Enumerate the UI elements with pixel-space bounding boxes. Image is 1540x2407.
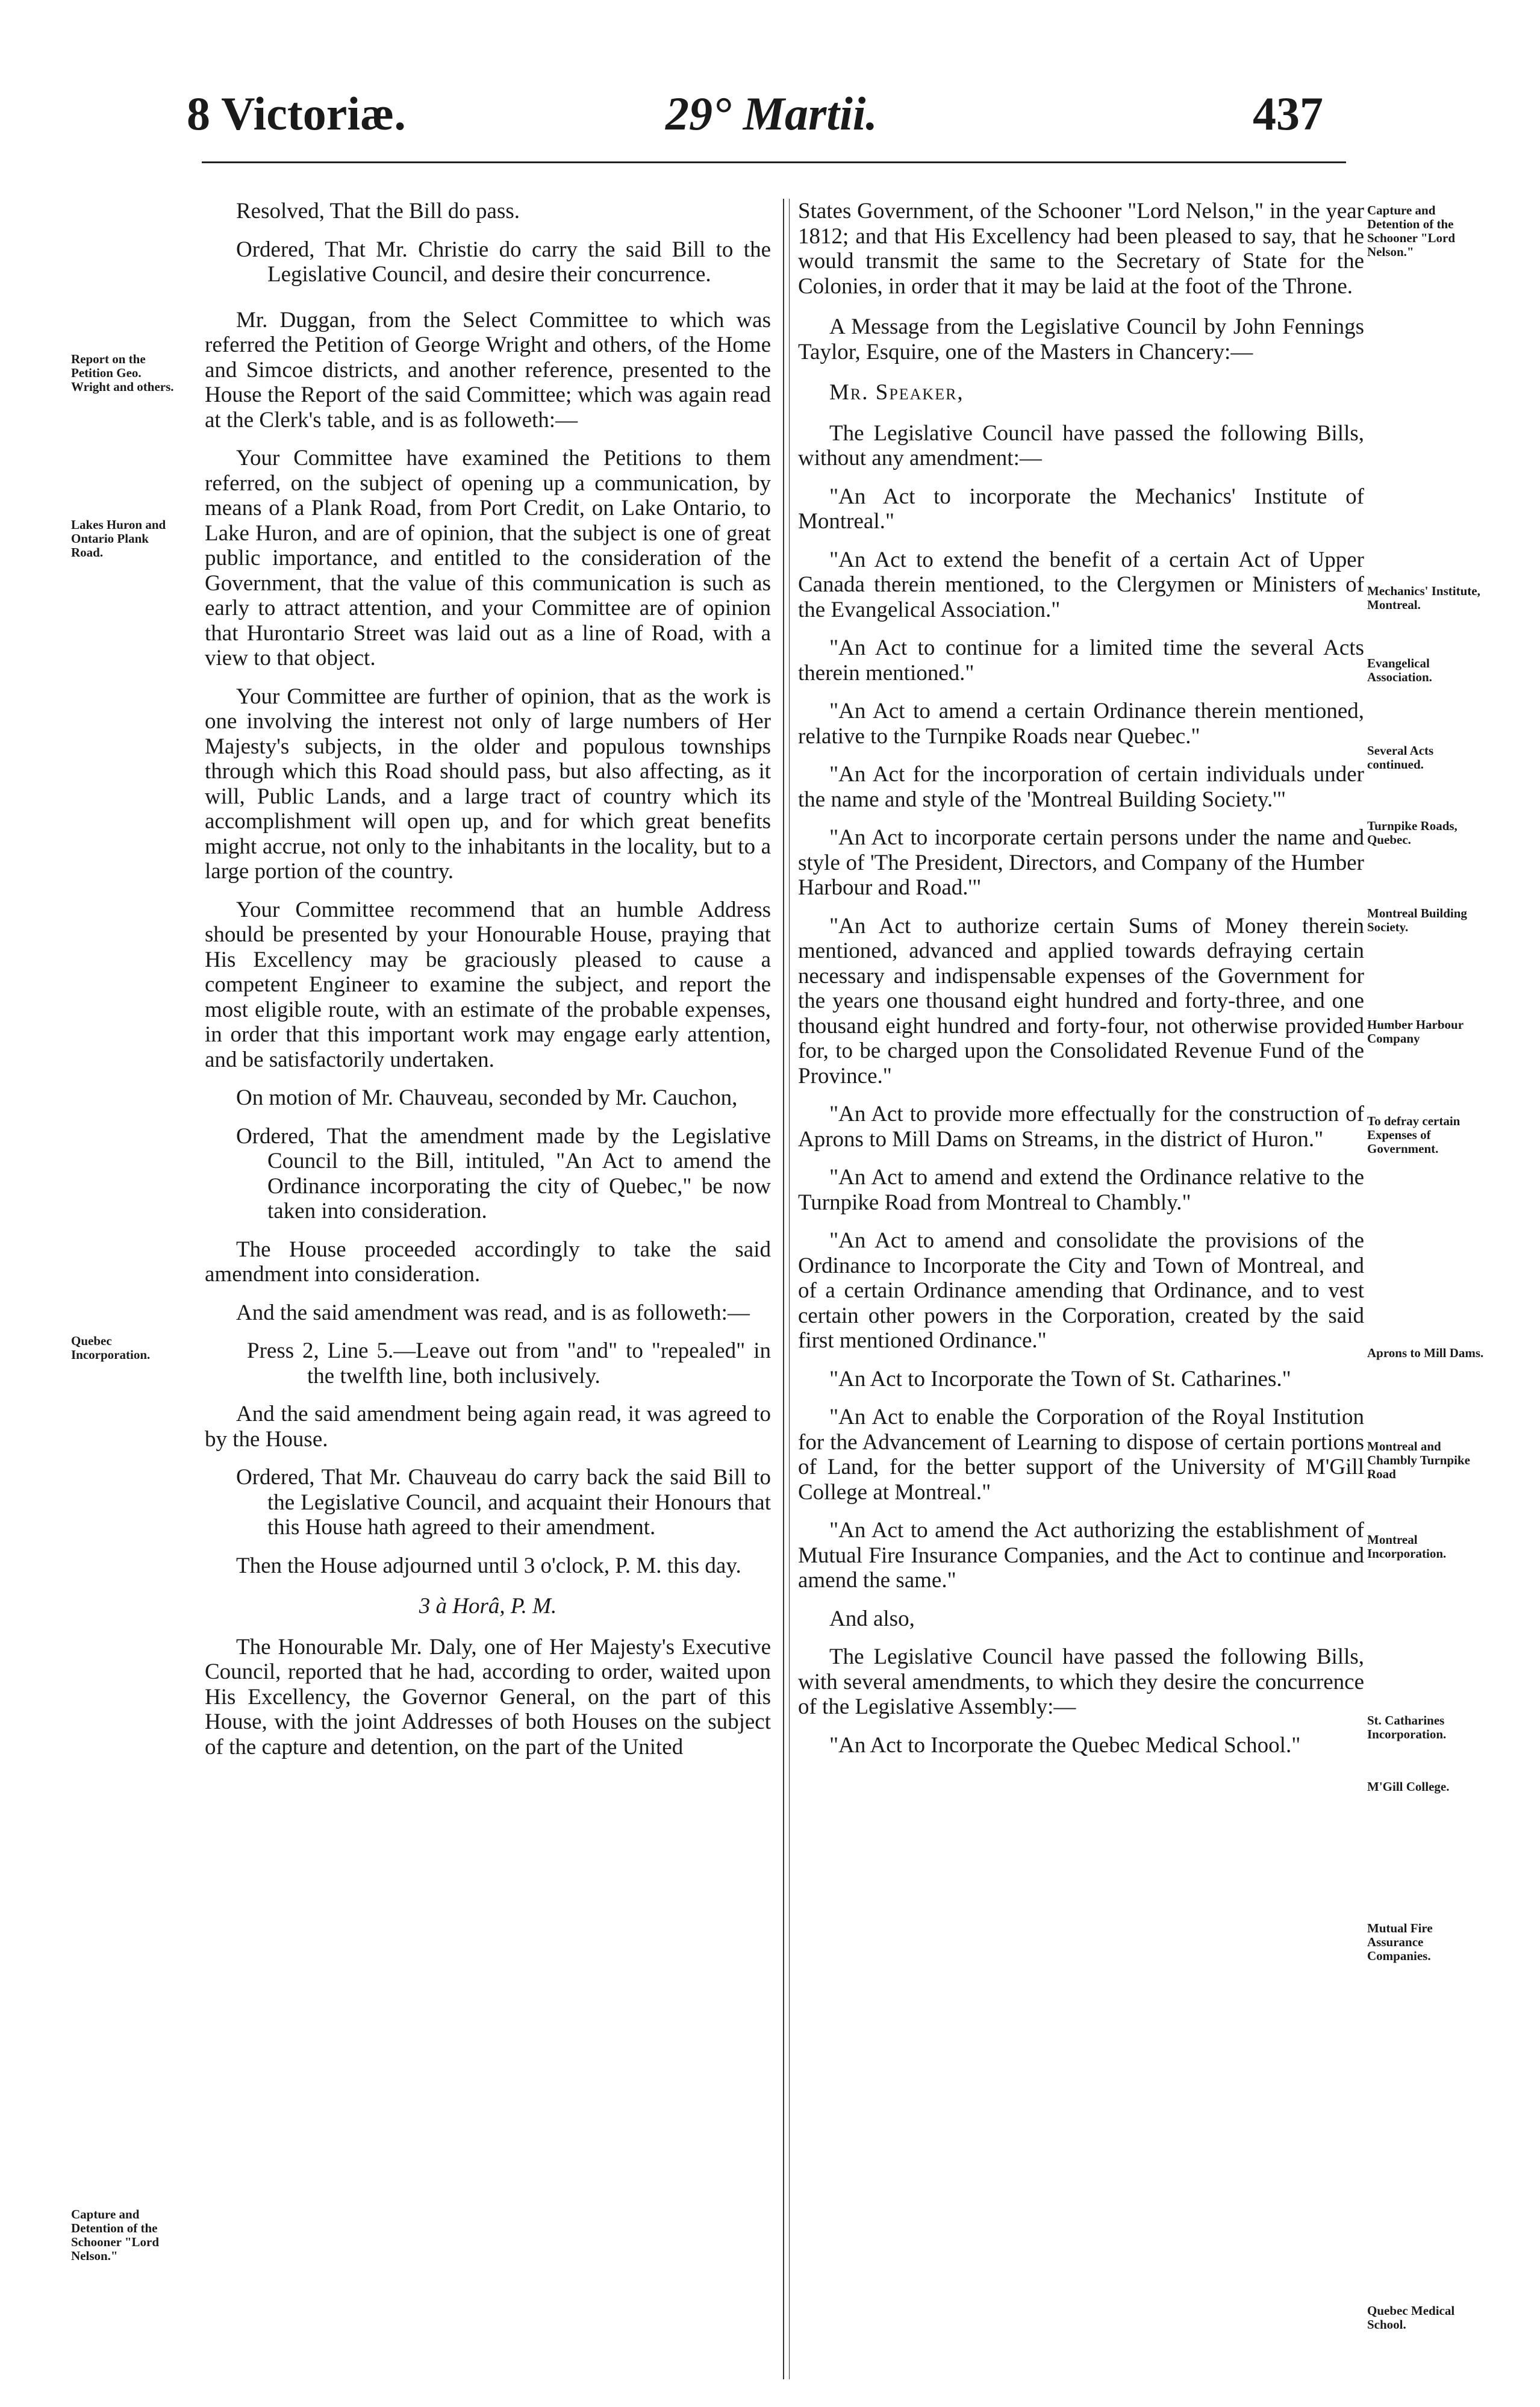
paragraph: The Honourable Mr. Daly, one of Her Majesty's Executive Council, reported that he had, according to order, waited upon His Excellency, the Governor General, on the part of this House, with the joint Addresses of both Houses on the subject of the capture and detention, on the part of the United — [205, 1634, 771, 1759]
paragraph: The Legislative Council have passed the following Bills, with several amendments, to which they desire the concurrence of the Legislative Assembly:— — [798, 1644, 1364, 1719]
bill-item: "An Act to continue for a limited time the several Acts therein mentioned." — [798, 635, 1364, 685]
bill-item: "An Act to amend the Act authorizing the establishment of Mutual Fire Insurance Companies, and the Act to continue and amend the same." — [798, 1518, 1364, 1593]
margin-note: Capture and Detention of the Schooner "Lord Nelson." — [71, 2207, 160, 2263]
paragraph: Then the House adjourned until 3 o'clock, P. M. this day. — [236, 1553, 741, 1578]
paragraph: On motion of Mr. Chauveau, seconded by Mr. Cauchon, — [236, 1085, 738, 1110]
bill-item: "An Act to amend a certain Ordinance therein mentioned, relative to the Turnpike Roads near Quebec." — [798, 699, 1364, 749]
header-rule — [202, 161, 1346, 163]
margin-note: To defray certain Expenses of Government. — [1367, 1114, 1461, 1156]
margin-note: Mechanics' Institute, Montreal. — [1367, 584, 1480, 612]
bill-item: "An Act to Incorporate the Quebec Medical School." — [829, 1732, 1301, 1758]
margin-note: Capture and Detention of the Schooner "Lord Nelson." — [1367, 203, 1456, 259]
margin-note: Montreal Incorporation. — [1367, 1532, 1447, 1561]
salutation: Mr. Speaker, — [829, 380, 964, 405]
paragraph: And also, — [829, 1606, 915, 1631]
bill-item: "An Act to enable the Corporation of the Royal Institution for the Advancement of Learning to dispose of certain portions of Land, for the better support of the University of M'Gill College at Montreal." — [798, 1405, 1364, 1505]
paragraph: States Government, of the Schooner "Lord Nelson," in the year 1812; and that His Excellency had been pleased to say, that he would transmit the same to the Secretary of State for the Colonies, in order that it may be laid at the foot of the Throne. — [798, 199, 1364, 299]
bill-item: "An Act to amend and extend the Ordinance relative to the Turnpike Road from Montreal to Chambly." — [798, 1165, 1364, 1215]
margin-note: Quebec Medical School. — [1367, 2303, 1455, 2332]
paragraph: Your Committee are further of opinion, that as the work is one involving the interest not only of large numbers of Her Majesty's subjects, in the older and populous townships through which this Road should pass, but also affecting, as it will, Public Lands, and a large tract of country which its accomplishment will open up, and for which great benefits might accrue, not only to the inhabitants in the locality, but to a large portion of the country. — [205, 684, 771, 884]
bill-item: "An Act to authorize certain Sums of Money therein mentioned, advanced and applied towards defraying certain necessary and indispensable expenses of the Government for the years one thousand eight hundred and forty-three, and one thousand eight hundred and forty-four, not otherwise provided for, to be charged upon the Consolidated Revenue Fund of the Province." — [798, 913, 1364, 1088]
paragraph: Your Committee have examined the Petitions to them referred, on the subject of opening up a communication, by means of a Plank Road, from Port Credit, on Lake Ontario, to Lake Huron, and are of opinion, that the subject is one of great public importance, and entitled to the consideration of the Government, that the value of this communication is such as early to attract attention, and your Committee are of opinion that Hurontario Street was laid out as a line of Road, with a view to that object. — [205, 446, 771, 670]
column-divider-secondary — [789, 199, 790, 2379]
column-divider — [783, 199, 784, 2379]
margin-note: Humber Harbour Company — [1367, 1017, 1464, 1046]
bill-item: "An Act to provide more effectually for the construction of Aprons to Mill Dams on Streams, in the district of Huron." — [798, 1102, 1364, 1152]
paragraph: Press 2, Line 5.—Leave out from "and" to "repealed" in the twelfth line, both inclusively. — [247, 1338, 771, 1388]
paragraph: Ordered, That Mr. Christie do carry the said Bill to the Legislative Council, and desire their concurrence. — [236, 237, 771, 287]
left-column — [205, 199, 771, 1759]
margin-note: Montreal Building Society. — [1367, 906, 1467, 934]
bill-item: "An Act to Incorporate the Town of St. Catharines." — [829, 1366, 1291, 1391]
bill-item: "An Act for the incorporation of certain individuals under the name and style of the 'Montreal Building Society.'" — [798, 762, 1364, 812]
margin-note: M'Gill College. — [1367, 1779, 1450, 1794]
margin-note: Quebec Incorporation. — [71, 1334, 151, 1362]
margin-note: Report on the Petition Geo. Wright and others. — [71, 352, 174, 394]
margin-note: Montreal and Chambly Turnpike Road — [1367, 1439, 1470, 1481]
margin-note: Evangelical Association. — [1367, 656, 1432, 684]
paragraph: And the said amendment was read, and is as followeth:— — [236, 1300, 750, 1325]
bill-item: "An Act to incorporate certain persons under the name and style of 'The President, Directors, and Company of the Humber Harbour and Road.'" — [798, 825, 1364, 900]
header-regnal-year: 8 Victoriæ. — [187, 87, 406, 140]
margin-note: Aprons to Mill Dams. — [1367, 1346, 1484, 1360]
margin-note: Mutual Fire Assurance Companies. — [1367, 1921, 1433, 1963]
paragraph: Resolved, That the Bill do pass. — [236, 199, 520, 223]
margin-note: Lakes Huron and Ontario Plank Road. — [71, 517, 166, 560]
margin-note: St. Catharines Incorporation. — [1367, 1713, 1447, 1741]
bill-item: "An Act to amend and consolidate the provisions of the Ordinance to Incorporate the City and Town of Montreal, and of a certain Ordinance amending that Ordinance, and to vest certain other powers in the Corporation, created by the said first mentioned Ordinance." — [798, 1228, 1364, 1353]
paragraph: Ordered, That the amendment made by the Legislative Council to the Bill, intituled, "An Act to amend the Ordinance incorporating the city of Quebec," be now taken into consideration. — [236, 1123, 771, 1223]
paragraph: A Message from the Legislative Council by John Fennings Taylor, Esquire, one of the Masters in Chancery:— — [798, 314, 1364, 364]
margin-note: Turnpike Roads, Quebec. — [1367, 819, 1457, 847]
paragraph: And the said amendment being again read, it was agreed to by the House. — [205, 1402, 771, 1452]
header-date: 29° Martii. — [666, 87, 878, 140]
paragraph: Ordered, That Mr. Chauveau do carry back the said Bill to the Legislative Council, and acquaint their Honours that this House hath agreed to their amendment. — [236, 1465, 771, 1540]
paragraph: The Legislative Council have passed the following Bills, without any amendment:— — [798, 420, 1364, 470]
page-number: 437 — [1253, 87, 1323, 140]
paragraph: Mr. Duggan, from the Select Committee to which was referred the Petition of George Wright and others, of the Home and Simcoe districts, and another reference, presented to the House the Report of the said Committee; which was again read at the Clerk's table, and is as followeth:— — [205, 307, 771, 432]
bill-item: "An Act to extend the benefit of a certain Act of Upper Canada therein mentioned, to the Clergymen or Ministers of the Evangelical Association." — [798, 547, 1364, 622]
margin-note: Several Acts continued. — [1367, 743, 1434, 772]
paragraph: Your Committee recommend that an humble Address should be presented by your Honourable House, praying that His Excellency may be graciously pleased to cause a competent Engineer to examine the subject, and report the most eligible route, with an estimate of the probable expenses, in order that this important work may engage early attention, and be satisfactorily undertaken. — [205, 897, 771, 1072]
section-time: 3 à Horâ, P. M. — [419, 1594, 557, 1619]
paragraph: The House proceeded accordingly to take the said amendment into consideration. — [205, 1237, 771, 1287]
right-column — [798, 199, 1364, 1758]
bill-item: "An Act to incorporate the Mechanics' Institute of Montreal." — [798, 484, 1364, 534]
